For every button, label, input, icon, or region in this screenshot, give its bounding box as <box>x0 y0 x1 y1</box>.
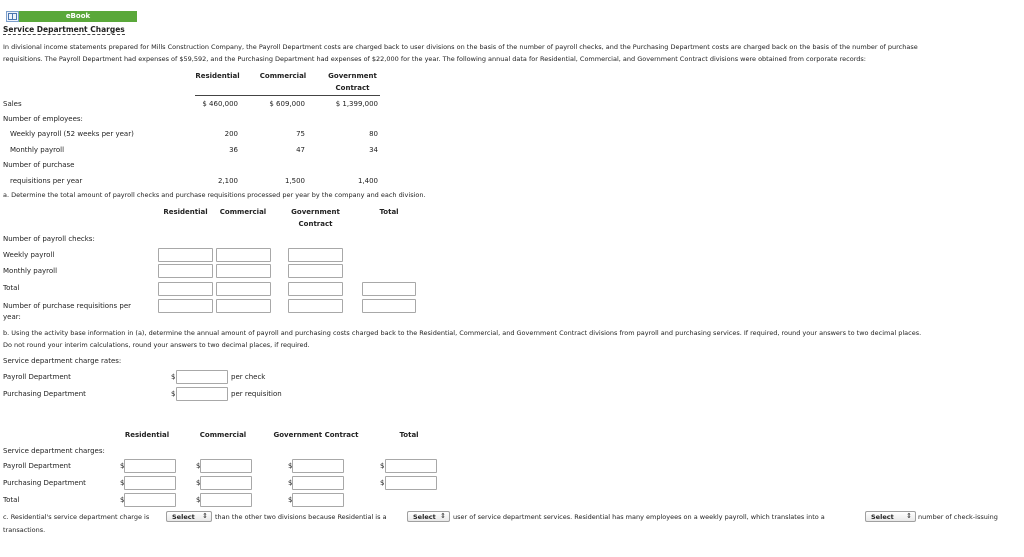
rate-purchasing-label: Purchasing Department <box>3 390 86 398</box>
intro-line-1: In divisional income statements prepared for Mills Construction Company, the Payroll Department costs are charged back to user divisions on the basis of the number of payroll checks, and the Purchasing Department costs are charged back on the basis of the number of purchase <box>3 43 918 51</box>
payroll-government-input[interactable] <box>292 459 344 473</box>
requisitions-residential: 2,100 <box>217 177 238 185</box>
b-header-commercial: Commercial <box>199 431 247 439</box>
b-header-total: Total <box>399 431 419 439</box>
a-weekly-government-input[interactable] <box>288 248 343 262</box>
page-title: Service Department Charges <box>3 25 125 34</box>
data-header-contract: Contract <box>335 84 370 92</box>
a-weekly-commercial-input[interactable] <box>216 248 271 262</box>
weekly-payroll-label: Weekly payroll (52 weeks per year) <box>10 130 134 138</box>
purchase-label: Number of purchase <box>3 161 75 169</box>
requisitions-label: requisitions per year <box>10 177 83 185</box>
a-requisitions-residential-input[interactable] <box>158 299 213 313</box>
a-header-contract: Contract <box>298 220 333 228</box>
per-check-label: per check <box>231 373 266 381</box>
a-requisitions-label-1: Number of purchase requisitions per <box>3 302 132 310</box>
charge-comparison-select[interactable] <box>166 511 212 522</box>
rate-purchasing-currency: $ <box>171 390 176 398</box>
ebook-button[interactable]: eBook <box>19 11 137 22</box>
a-header-commercial: Commercial <box>219 208 267 216</box>
per-requisition-label: per requisition <box>231 390 282 398</box>
a-requisitions-total-input[interactable] <box>362 299 416 313</box>
part-c-text-2: than the other two divisions because Residential is a <box>215 513 387 521</box>
select-label: Select <box>172 513 195 521</box>
a-requisitions-commercial-input[interactable] <box>216 299 271 313</box>
sales-government: $ 1,399,000 <box>335 100 378 108</box>
sales-label: Sales <box>3 100 22 108</box>
part-b-question-1: b. Using the activity base information in (a), determine the annual amount of payroll and purchasing costs charged back to the Residential, Commercial, and Government Contract divisions from payroll and purchasing services. If required, round your answers to two decimal places. <box>3 329 922 337</box>
select-label: Select <box>871 513 894 521</box>
charges-payroll-label: Payroll Department <box>3 462 71 470</box>
purchasing-commercial-currency: $ <box>196 479 201 487</box>
a-monthly-commercial-input[interactable] <box>216 264 271 278</box>
rate-payroll-label: Payroll Department <box>3 373 71 381</box>
data-header-residential: Residential <box>195 72 240 80</box>
weekly-government: 80 <box>369 130 378 138</box>
a-total-commercial-input[interactable] <box>216 282 271 296</box>
purchasing-government-currency: $ <box>288 479 293 487</box>
weekly-residential: 200 <box>224 130 238 138</box>
requisitions-commercial: 1,500 <box>284 177 305 185</box>
total-government-currency: $ <box>288 496 293 504</box>
select-arrows-icon: ⇕ <box>906 512 912 520</box>
monthly-payroll-label: Monthly payroll <box>10 146 65 154</box>
monthly-government: 34 <box>369 146 378 154</box>
payroll-government-currency: $ <box>288 462 293 470</box>
part-a-question: a. Determine the total amount of payroll checks and purchase requisitions processed per year by the company and each division. <box>3 191 426 199</box>
total-commercial-input[interactable] <box>200 493 252 507</box>
total-government-input[interactable] <box>292 493 344 507</box>
transaction-number-select[interactable] <box>865 511 916 522</box>
payroll-checks-label: Number of payroll checks: <box>3 235 95 243</box>
select-arrows-icon: ⇕ <box>440 512 446 520</box>
intro-line-2: requisitions. The Payroll Department had expenses of $59,592, and the Purchasing Department had expenses of $22,000 for the year. The following annual data for Residential, Commercial, and Government Contract divisions were obtained from corporate records: <box>3 55 866 63</box>
rate-payroll-input[interactable] <box>176 370 228 384</box>
payroll-commercial-input[interactable] <box>200 459 252 473</box>
a-total-label: Total <box>3 284 20 292</box>
a-total-total-input[interactable] <box>362 282 416 296</box>
ebook-icon-box[interactable] <box>6 11 19 22</box>
purchasing-government-input[interactable] <box>292 476 344 490</box>
charges-label: Service department charges: <box>3 447 105 455</box>
payroll-residential-input[interactable] <box>124 459 176 473</box>
select-label: Select <box>413 513 436 521</box>
a-total-government-input[interactable] <box>288 282 343 296</box>
data-header-government: Government <box>328 72 377 80</box>
a-requisitions-label-2: year: <box>3 313 21 321</box>
total-residential-input[interactable] <box>124 493 176 507</box>
purchasing-residential-currency: $ <box>120 479 125 487</box>
payroll-commercial-currency: $ <box>196 462 201 470</box>
part-c-text-4: number of check-issuing <box>918 513 998 521</box>
total-residential-currency: $ <box>120 496 125 504</box>
payroll-residential-currency: $ <box>120 462 125 470</box>
part-c-text-3: user of service department services. Residential has many employees on a weekly payroll, which translates into a <box>453 513 825 521</box>
payroll-total-input[interactable] <box>385 459 437 473</box>
employees-label: Number of employees: <box>3 115 83 123</box>
book-icon <box>7 12 18 21</box>
total-commercial-currency: $ <box>196 496 201 504</box>
purchasing-total-input[interactable] <box>385 476 437 490</box>
b-header-government-contract: Government Contract <box>273 431 359 439</box>
rate-purchasing-input[interactable] <box>176 387 228 401</box>
purchasing-commercial-input[interactable] <box>200 476 252 490</box>
a-monthly-residential-input[interactable] <box>158 264 213 278</box>
part-b-question-2: Do not round your interim calculations, round your answers to two decimal places, if required. <box>3 341 310 349</box>
part-c-text-5: transactions. <box>3 526 46 534</box>
purchasing-total-currency: $ <box>380 479 385 487</box>
payroll-total-currency: $ <box>380 462 385 470</box>
a-weekly-residential-input[interactable] <box>158 248 213 262</box>
a-monthly-government-input[interactable] <box>288 264 343 278</box>
header-underline <box>195 95 380 96</box>
weekly-commercial: 75 <box>296 130 305 138</box>
charges-total-label: Total <box>3 496 20 504</box>
rate-payroll-currency: $ <box>171 373 176 381</box>
select-arrows-icon: ⇕ <box>202 512 208 520</box>
user-level-select[interactable] <box>407 511 450 522</box>
requisitions-government: 1,400 <box>357 177 378 185</box>
monthly-residential: 36 <box>229 146 238 154</box>
a-weekly-label: Weekly payroll <box>3 251 55 259</box>
a-header-total: Total <box>379 208 399 216</box>
a-monthly-label: Monthly payroll <box>3 267 58 275</box>
charges-purchasing-label: Purchasing Department <box>3 479 86 487</box>
part-c-text-1: c. Residential's service department charge is <box>3 513 150 521</box>
a-total-residential-input[interactable] <box>158 282 213 296</box>
sales-commercial: $ 609,000 <box>269 100 305 108</box>
purchasing-residential-input[interactable] <box>124 476 176 490</box>
a-header-residential: Residential <box>163 208 208 216</box>
b-header-residential: Residential <box>124 431 170 439</box>
data-header-commercial: Commercial <box>259 72 307 80</box>
rates-label: Service department charge rates: <box>3 357 122 365</box>
a-header-government: Government <box>291 208 340 216</box>
sales-residential: $ 460,000 <box>202 100 238 108</box>
monthly-commercial: 47 <box>296 146 305 154</box>
a-requisitions-government-input[interactable] <box>288 299 343 313</box>
